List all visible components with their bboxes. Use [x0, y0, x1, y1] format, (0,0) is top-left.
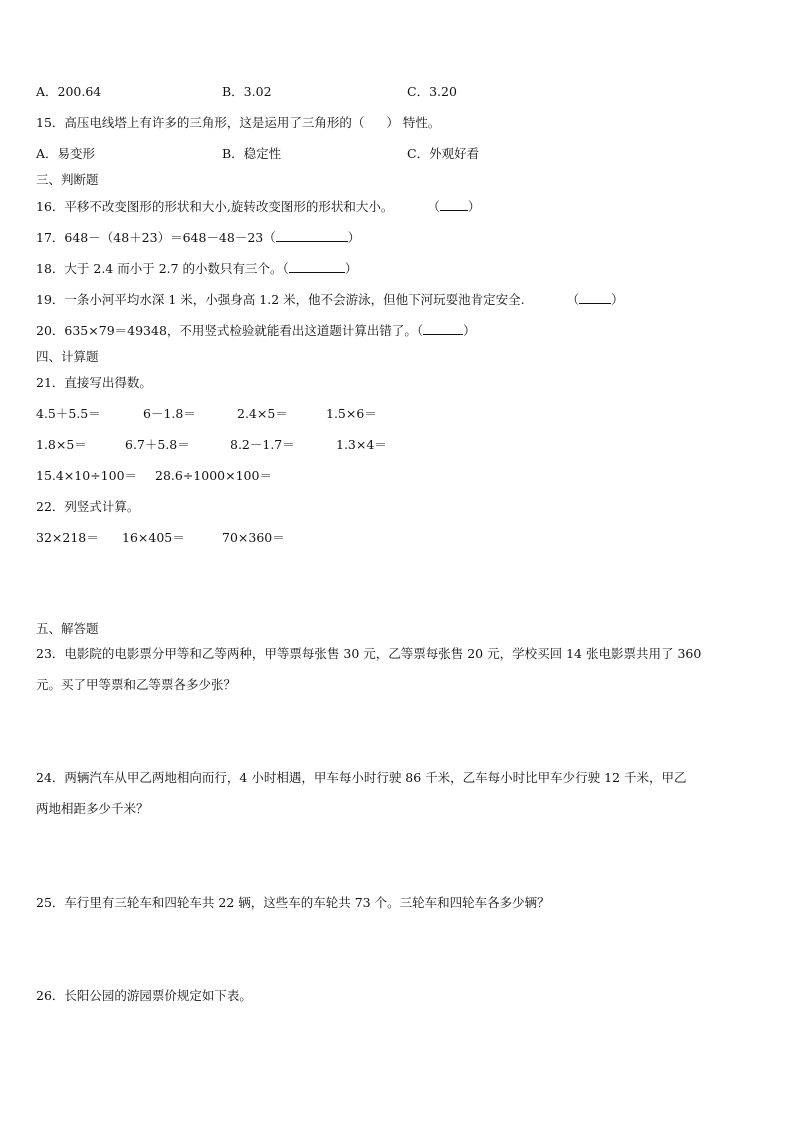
q21-item: 6－1.8＝ — [143, 406, 196, 421]
section-heading-calculation: 四、计算题 — [36, 349, 99, 364]
q15-text-after: ） 特性。 — [386, 115, 441, 130]
q23-line-2: 元。买了甲等票和乙等票各多少张？ — [36, 677, 237, 692]
q22-title: 22．列竖式计算。 — [36, 499, 140, 514]
q21-item: 1.5×6＝ — [326, 406, 377, 421]
q19-question — [36, 291, 624, 308]
q22-item: 70×360＝ — [222, 530, 285, 545]
q21-item: 1.8×5＝ — [36, 437, 87, 452]
q21-item: 6.7＋5.8＝ — [125, 437, 190, 452]
q16-close-paren: ） — [467, 199, 481, 214]
q20-close-paren: ） — [463, 323, 476, 338]
q21-item: 2.4×5＝ — [237, 406, 288, 421]
q14-option-b: B．3.02 — [222, 84, 272, 99]
q26-question: 26．长阳公园的游园票价规定如下表。 — [36, 988, 252, 1003]
q17-close-paren: ） — [347, 230, 361, 245]
q15-text-before: 15．高压电线塔上有许多的三角形，这是运用了三角形的（ — [36, 115, 365, 130]
q19-text: 19．一条小河平均水深 1 米，小强身高 1.2 米，他不会游泳，但他下河玩耍池肯定安全. — [36, 292, 525, 307]
q21-item: 8.2－1.7＝ — [230, 437, 295, 452]
q18-text: 18．大于 2.4 而小于 2.7 的小数只有三个。（ — [36, 261, 289, 276]
q17-question — [36, 229, 360, 246]
q21-item: 4.5＋5.5＝ — [36, 406, 101, 421]
q21-item: 15.4×10÷100＝ — [36, 468, 138, 483]
q22-item: 16×405＝ — [122, 530, 185, 545]
section-heading-judgement: 三、判断题 — [36, 172, 99, 187]
q15-option-b: B．稳定性 — [222, 146, 282, 161]
q23-line-1: 23．电影院的电影票分甲等和乙等两种，甲等票每张售 30 元，乙等票每张售 20 元，学校买回 14 张电影票共用了 360 — [36, 646, 702, 661]
q22-item: 32×218＝ — [36, 530, 99, 545]
q18-close-paren: ） — [344, 261, 358, 276]
q18-answer-blank[interactable] — [289, 260, 345, 273]
q16-question — [36, 198, 480, 215]
q19-answer-blank[interactable] — [579, 291, 611, 304]
q24-line-1: 24．两辆汽车从甲乙两地相向而行，4 小时相遇，甲车每小时行驶 86 千米，乙车每小时比甲车少行驶 12 千米，甲乙 — [36, 770, 687, 785]
q16-open-paren: （ — [427, 199, 440, 214]
section-heading-word-problems: 五、解答题 — [36, 621, 99, 636]
q17-answer-blank[interactable] — [276, 229, 348, 242]
q15-question — [36, 115, 440, 131]
q15-option-c: C．外观好看 — [407, 146, 480, 161]
q21-title: 21．直接写出得数。 — [36, 375, 152, 390]
q21-item: 1.3×4＝ — [336, 437, 387, 452]
q20-text: 20．635×79＝49348，不用竖式检验就能看出这道题计算出错了。（ — [36, 323, 424, 338]
q14-option-c: C．3.20 — [407, 84, 457, 99]
q20-answer-blank[interactable] — [423, 322, 463, 335]
q17-text: 17．648－（48＋23）＝648－48－23（ — [36, 230, 276, 245]
q15-option-a: A．易变形 — [36, 146, 96, 161]
q16-text: 16．平移不改变图形的形状和大小,旋转改变图形的形状和大小。 — [36, 199, 394, 214]
q14-option-a: A．200.64 — [36, 84, 102, 99]
q18-question — [36, 260, 357, 277]
q25-question: 25．车行里有三轮车和四轮车共 22 辆，这些车的车轮共 73 个。三轮车和四轮车各多少辆？ — [36, 895, 550, 910]
q20-question — [36, 322, 476, 339]
q24-line-2: 两地相距多少千米？ — [36, 801, 149, 816]
q16-answer-blank[interactable] — [440, 198, 468, 211]
q21-item: 28.6÷1000×100＝ — [155, 468, 272, 483]
q19-close-paren: ） — [611, 292, 624, 307]
q19-open-paren: （ — [566, 292, 580, 307]
